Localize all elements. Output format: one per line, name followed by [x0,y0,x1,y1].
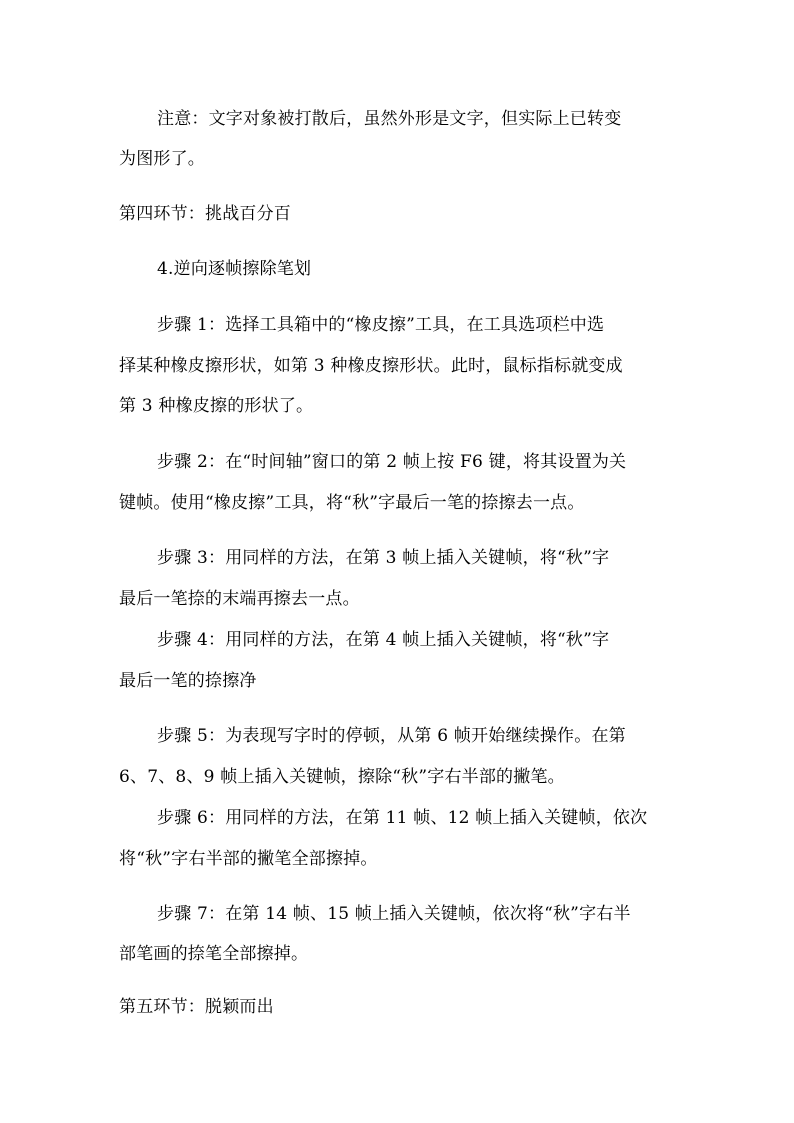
note-line-2: 为图形了。 [119,149,205,169]
step-3-line-1: 步骤 3：用同样的方法，在第 3 帧上插入关键帧，将“秋”字 [157,548,610,568]
step-5-line-1: 步骤 5：为表现写字时的停顿，从第 6 帧开始继续操作。在第 [157,726,626,746]
subheading: 4.逆向逐帧擦除笔划 [157,259,312,279]
step-4-line-1: 步骤 4：用同样的方法，在第 4 帧上插入关键帧，将“秋”字 [157,630,610,650]
step-1-line-2: 择某种橡皮擦形状，如第 3 种橡皮擦形状。此时，鼠标指标就变成 [119,356,623,376]
step-1-line-1: 步骤 1：选择工具箱中的“橡皮擦”工具，在工具选项栏中选 [157,315,605,335]
step-6-line-2: 将“秋”字右半部的撇笔全部擦掉。 [119,849,378,869]
step-6-line-1: 步骤 6：用同样的方法，在第 11 帧、12 帧上插入关键帧，依次 [157,808,648,828]
section-4-heading: 第四环节：挑战百分百 [119,204,291,224]
step-4-line-2: 最后一笔的捺擦净 [119,671,257,691]
step-5-line-2: 6、7、8、9 帧上插入关键帧，擦除“秋”字右半部的撇笔。 [119,767,565,787]
step-2-line-2: 键帧。使用“橡皮擦”工具，将“秋”字最后一笔的捺擦去一点。 [119,493,585,513]
step-2-line-1: 步骤 2：在“时间轴”窗口的第 2 帧上按 F6 键，将其设置为关 [157,452,627,472]
step-7-line-2: 部笔画的捺笔全部擦掉。 [119,944,309,964]
section-5-heading: 第五环节：脱颖而出 [119,997,274,1017]
step-1-line-3: 第 3 种橡皮擦的形状了。 [119,396,314,416]
step-7-line-1: 步骤 7：在第 14 帧、15 帧上插入关键帧，依次将“秋”字右半 [157,904,631,924]
step-3-line-2: 最后一笔捺的末端再擦去一点。 [119,589,360,609]
note-line-1: 注意：文字对象被打散后，虽然外形是文字，但实际上已转变 [157,109,622,129]
